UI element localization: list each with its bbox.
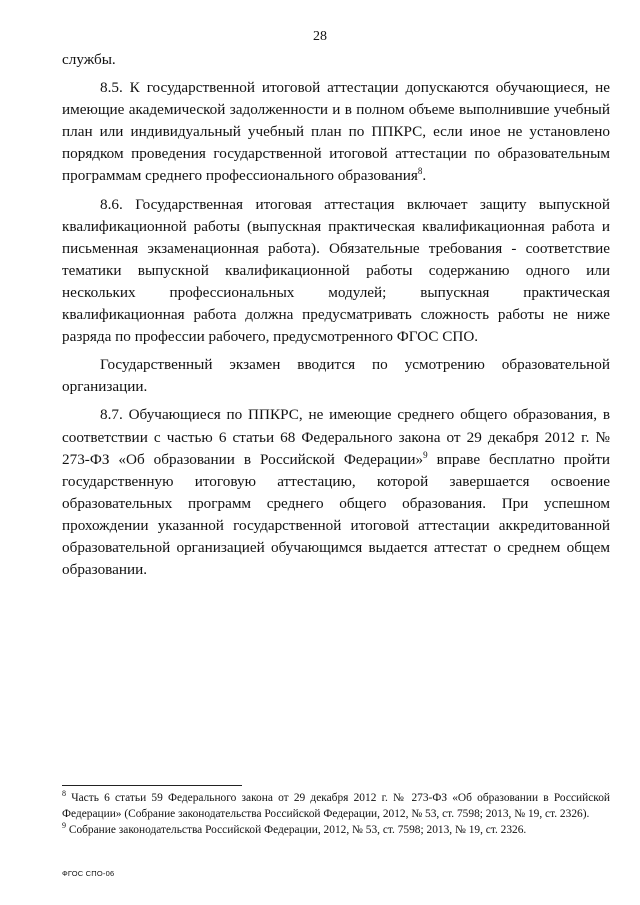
footnote-reference-9[interactable]: 9 [423,449,428,460]
paragraph-8-6 [62,194,610,349]
paragraph-continuation [62,49,610,71]
paragraph-text: 8.5. К государственной итоговой аттестации допускаются обучающиеся, не имеющие академической задолженности и в полном объеме выполнившие учебный план или индивидуальный учебный план по ППКРС, если иное не установлено порядком проведения государственной итоговой аттестации по образовательным программам среднего профессионального образования [62,79,610,185]
footnote-reference-8[interactable]: 8 [417,166,423,177]
page-number: 28 [313,29,327,44]
document-code: ФГОС СПО-06 [62,869,115,878]
paragraph-8-7 [62,404,610,581]
footnote-text: Часть 6 статьи 59 Федерального закона от 29 декабря 2012 г. № 273-ФЗ «Об образовании в Российской Федерации» (Собрание законодательства Российской Федерации, 2012, № 53, ст. 7598; 2013, № 19, ст. 2326). [62,792,610,820]
paragraph-8-5 [62,77,610,187]
footnote-number: 8 [62,789,66,799]
footnote-number: 9 [62,821,66,831]
paragraph-tail: . [422,167,427,185]
body-text [62,49,610,587]
footnote-text: Собрание законодательства Российской Федерации, 2012, № 53, ст. 7598; 2013, № 19, ст. 2326. [66,824,527,836]
footnote-8 [62,790,610,822]
paragraph-text: 8.7. Обучающиеся по ППКРС, не имеющие среднего общего образования, в соответствии с частью 6 статьи 68 Федерального закона от 29 декабря 2012 г. № 273-ФЗ «Об образовании в Российской Федерации» [62,406,610,468]
footnote-9 [62,822,610,838]
paragraph-tail: вправе бесплатно пройти государственную итоговую аттестацию, которой завершается освоение образовательных программ среднего общего образования. При успешном прохождении указанной государственной итоговой аттестации аккредитованной образовательной организацией обучающимся выдается аттестат о среднем общем образовании. [62,450,610,579]
footnote-separator [62,785,242,786]
paragraph-state-exam [62,354,610,398]
paragraph-text: службы. [62,51,116,68]
footnotes [62,790,610,838]
paragraph-text: 8.6. Государственная итоговая аттестация включает защиту выпускной квалификационной работы (выпускная практическая квалификационная работа и письменная экзаменационная работа). Обязательные требования - соответствие тематики выпускной квалификационной работы содержанию одного или нескольких профессиональных модулей; выпускная практическая квалификационная работа должна предусматривать сложность работы не ниже разряда по профессии рабочего, предусмотренного ФГОС СПО. [62,195,610,346]
paragraph-text: Государственный экзамен вводится по усмотрению образовательной организации. [62,356,610,396]
